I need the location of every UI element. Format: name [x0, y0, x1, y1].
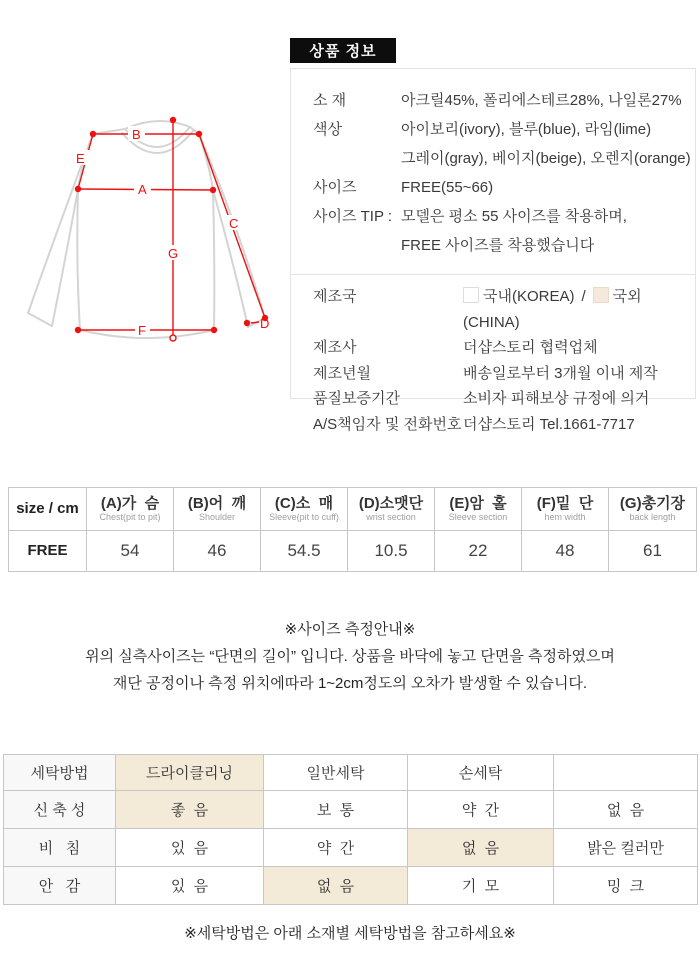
size-value-length: 61 — [609, 531, 697, 572]
measure-dot — [75, 186, 81, 192]
garment-measurement-diagram — [18, 86, 283, 386]
notice-line2: 재단 공정이나 측정 위치에따라 1~2cm정도의 오차가 발생할 수 있습니다. — [112, 675, 588, 692]
measure-dot — [244, 320, 250, 326]
info-label: 품질보증기간 — [313, 390, 400, 408]
wash-cell: 없 음 — [264, 867, 408, 905]
spec-value: FREE(55~66) — [401, 179, 494, 196]
measure-dot — [211, 327, 217, 333]
garment-body-right — [213, 190, 214, 330]
size-table-header-row — [9, 488, 697, 531]
size-col-length: (G)총기장 back length — [609, 488, 697, 531]
wash-cell: 보 통 — [264, 791, 408, 829]
size-tip-line1: 모델은 평소 55 사이즈를 착용하며, — [401, 208, 627, 225]
color-list-line1: 아이보리(ivory), 블루(blue), 라임(lime) — [401, 121, 652, 138]
spec-label: 색상 — [313, 121, 342, 138]
section-title: 상품 정보 — [309, 43, 377, 60]
measure-dot — [75, 327, 81, 333]
spec-value — [401, 202, 627, 260]
wash-row-header: 안 감 — [4, 867, 116, 905]
size-col-armhole: (E)암 홀 Sleeve section — [435, 488, 522, 531]
size-row-label: FREE — [9, 531, 87, 572]
size-col-wrist: (D)소맷단 wrist section — [348, 488, 435, 531]
product-spec-section — [291, 69, 695, 260]
size-col-shoulder: (B)어 깨 Shoulder — [174, 488, 261, 531]
product-info-panel — [290, 68, 696, 433]
size-col-chest: (A)가 슴 Chest(pit to pit) — [87, 488, 174, 531]
garment-left-cuff — [28, 313, 52, 326]
measure-label-b: B — [132, 127, 141, 142]
spec-row-color — [313, 115, 695, 173]
wash-cell: 일반세탁 — [264, 755, 408, 791]
measure-label-c: C — [229, 216, 239, 231]
wash-row-sheer — [4, 829, 698, 867]
measure-dot — [170, 117, 176, 123]
origin-domestic: 국내(KOREA) — [483, 288, 575, 305]
info-value: 더샵스토리 협력업체 — [463, 339, 598, 357]
wash-method-table — [3, 754, 698, 905]
wash-cell — [554, 755, 698, 791]
size-col-hem: (F)밑 단 hem width — [522, 488, 609, 531]
spec-value — [401, 115, 691, 173]
spec-label: 사이즈 — [313, 179, 357, 196]
wash-cell: 밝은 컬러만 — [554, 829, 698, 867]
info-label: 제조사 — [313, 339, 357, 357]
wash-row-lining — [4, 867, 698, 905]
spec-label: 소 재 — [313, 92, 347, 109]
wash-cell: 좋 음 — [116, 791, 264, 829]
china-checkbox — [593, 287, 609, 303]
wash-reference-note: ※세탁방법은 아래 소재별 세탁방법을 참고하세요※ — [184, 925, 516, 942]
size-value-chest: 54 — [87, 531, 174, 572]
info-row-manufacture-date — [313, 361, 695, 387]
origin-separator: / — [581, 288, 586, 305]
info-row-as-contact — [313, 412, 695, 438]
size-value-armhole: 22 — [435, 531, 522, 572]
wash-cell: 있 음 — [116, 867, 264, 905]
wash-cell: 밍 크 — [554, 867, 698, 905]
info-row-origin — [313, 284, 695, 335]
size-value-hem: 48 — [522, 531, 609, 572]
garment-left-shoulder — [93, 129, 125, 134]
spec-row-size-tip — [313, 202, 695, 260]
info-label: A/S책임자 및 전화번호 — [313, 415, 462, 433]
size-col-sleeve: (C)소 매 Sleeve(pit to cuff) — [261, 488, 348, 531]
measure-label-d: D — [260, 316, 270, 331]
info-value: 더샵스토리 Tel.1661-7717 — [463, 415, 635, 433]
info-value: 소비자 피해보상 규정에 의거 — [463, 390, 650, 408]
spec-row-material — [313, 86, 695, 115]
size-value-wrist: 10.5 — [348, 531, 435, 572]
size-measure-notice — [0, 616, 700, 697]
wash-cell: 드라이클리닝 — [116, 755, 264, 791]
measure-label-e: E — [76, 151, 85, 166]
spec-value: 아크릴45%, 폴리에스테르28%, 나일론27% — [401, 92, 682, 109]
garment-right-sleeve-inner — [213, 190, 248, 327]
info-row-manufacturer — [313, 335, 695, 361]
wash-cell: 없 음 — [554, 791, 698, 829]
spec-row-size — [313, 173, 695, 202]
wash-cell: 약 간 — [408, 791, 554, 829]
section-title-box — [290, 38, 396, 63]
wash-row-stretch — [4, 791, 698, 829]
info-label: 제조국 — [313, 288, 357, 305]
wash-cell: 손세탁 — [408, 755, 554, 791]
wash-row-method — [4, 755, 698, 791]
info-label: 제조년월 — [313, 364, 371, 382]
measure-label-a: A — [138, 182, 147, 197]
manufacture-info-section — [291, 275, 695, 438]
size-value-shoulder: 46 — [174, 531, 261, 572]
measure-dot — [90, 131, 96, 137]
notice-line1: 위의 실측사이즈는 “단면의 길이” 입니다. 상품을 바닥에 놓고 단면을 측정하였으며 — [85, 648, 615, 665]
wash-cell: 약 간 — [264, 829, 408, 867]
info-value: 배송일로부터 3개월 이내 제작 — [463, 364, 658, 382]
origin-value — [463, 284, 695, 335]
wash-row-header: 비 침 — [4, 829, 116, 867]
spec-label: 사이즈 TIP : — [313, 208, 393, 225]
korea-checkbox — [463, 287, 479, 303]
measure-line-d — [251, 322, 259, 323]
wash-row-header: 신 축 성 — [4, 791, 116, 829]
notice-title: ※사이즈 측정안내※ — [284, 621, 416, 638]
wash-cell: 있 음 — [116, 829, 264, 867]
size-tip-line2: FREE 사이즈를 착용했습니다 — [401, 237, 595, 254]
size-table-corner: size / cm — [9, 488, 87, 531]
size-table-data-row — [9, 531, 697, 572]
size-value-sleeve: 54.5 — [261, 531, 348, 572]
color-list-line2: 그레이(gray), 베이지(beige), 오렌지(orange) — [401, 150, 691, 167]
wash-row-header: 세탁방법 — [4, 755, 116, 791]
garment-body-left — [77, 189, 80, 330]
measure-dot-open — [170, 335, 176, 341]
size-table — [8, 487, 697, 572]
measure-dot — [210, 187, 216, 193]
measure-label-g: G — [168, 246, 179, 261]
info-row-warranty — [313, 386, 695, 412]
origin-overseas: 국외(CHINA) — [463, 288, 642, 331]
wash-cell: 없 음 — [408, 829, 554, 867]
measure-label-f: F — [138, 323, 146, 338]
measure-dot — [196, 131, 202, 137]
wash-cell: 기 모 — [408, 867, 554, 905]
